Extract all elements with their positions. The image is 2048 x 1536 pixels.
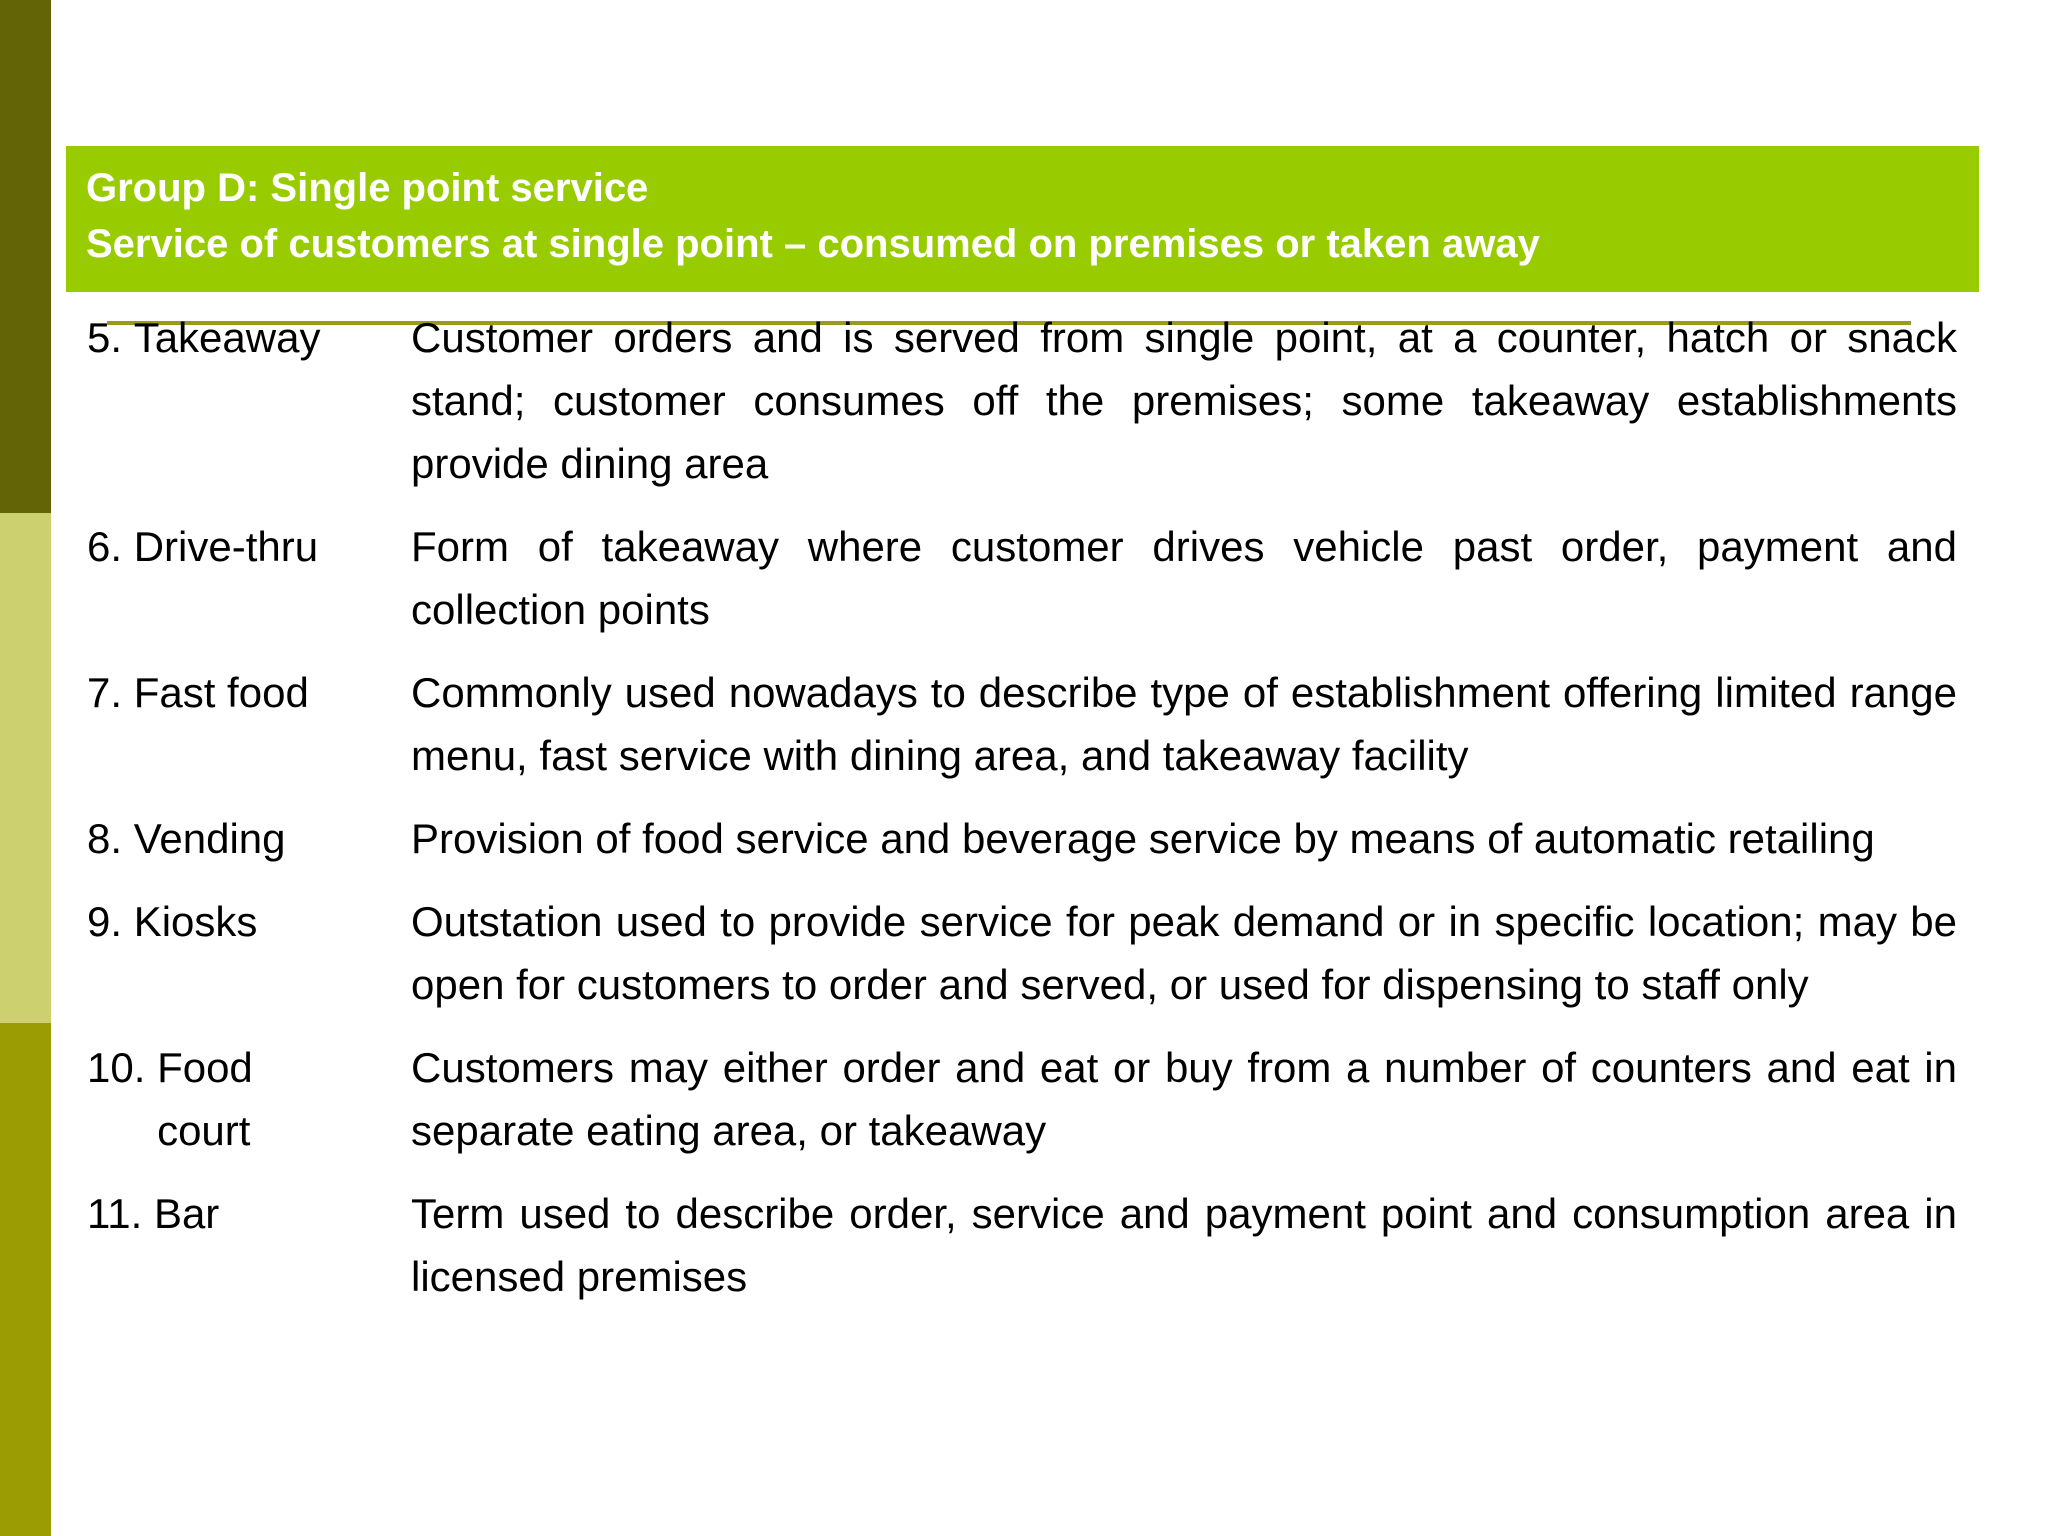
side-accent-bar-olive [0,1023,51,1536]
table-row [87,1036,1957,1162]
term-number: 10. [87,1044,158,1091]
term-number: 5. [87,314,134,361]
table-row [87,1182,1957,1308]
term-number: 11. [87,1190,154,1237]
term-number: 9. [87,898,134,945]
term-label [157,1036,253,1162]
term-label-line: Vending [133,815,286,862]
term-label [134,661,309,787]
term-label-line: Kiosks [133,898,258,945]
term-label [134,807,286,870]
service-description: Outstation used to provide service for peak demand or in specific location; may be open for customers to order and served, or used for dispensing to staff only [411,898,1957,1008]
service-description: Provision of food service and beverage service by means of automatic retailing [411,815,1875,862]
term-label-line: Bar [153,1190,220,1237]
term-label [154,1182,219,1308]
side-accent-bar-light [0,513,51,1023]
table-row [87,661,1957,787]
service-description: Commonly used nowadays to describe type of establishment offering limited range menu, fast service with dining area, and takeaway facility [411,669,1957,779]
group-subtitle: Service of customers at single point – consumed on premises or taken away [86,222,1540,266]
term-number: 7. [87,669,134,716]
side-accent-bar-dark [0,0,51,513]
term-number: 6. [87,523,134,570]
service-description: Form of takeaway where customer drives vehicle past order, payment and collection points [411,523,1957,633]
term-label-line: Fast food [133,669,309,716]
term-label-line: court [157,1107,251,1154]
term-number: 8. [87,815,134,862]
service-description: Customer orders and is served from single point, at a counter, hatch or snack stand; customer consumes off the premises; some takeaway establishments provide dining area [411,314,1957,487]
service-description: Customers may either order and eat or buy from a number of counters and eat in separate eating area, or takeaway [411,1044,1957,1154]
term-label-line: Drive-thru [133,523,319,570]
service-term [87,306,411,495]
term-label-line: Food [157,1044,253,1091]
service-term [87,1036,411,1162]
group-header-band [66,146,1979,292]
term-label [134,515,318,641]
table-row [87,807,1957,870]
group-title: Group D: Single point service [86,166,649,210]
service-term [87,1182,411,1308]
table-row [87,890,1957,1016]
table-row [87,515,1957,641]
term-label [134,890,258,1016]
term-label-line: Takeaway [133,314,321,361]
service-term [87,661,411,787]
table-row [87,306,1957,495]
service-term [87,890,411,1016]
service-description: Term used to describe order, service and payment point and consumption area in licensed premises [411,1190,1957,1300]
service-types-table [87,306,1957,1328]
term-label [134,306,321,495]
service-term [87,807,411,870]
service-term [87,515,411,641]
